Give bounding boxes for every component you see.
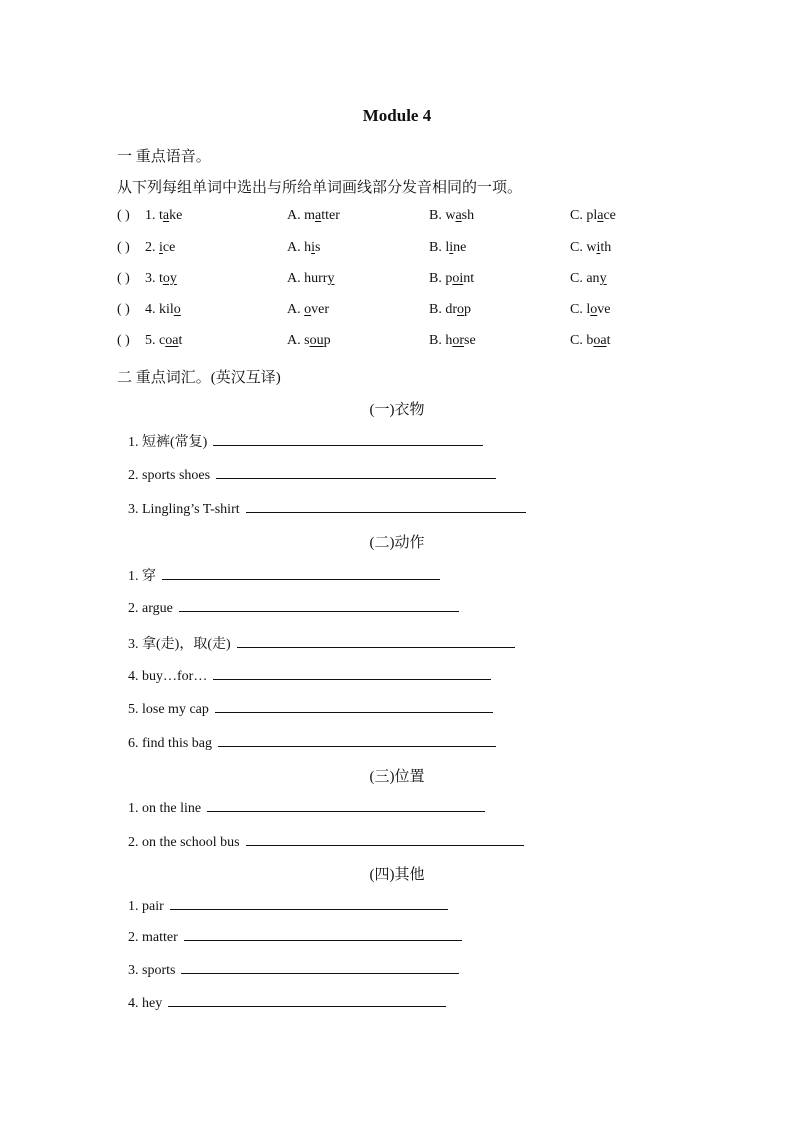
- vocab-prompt: 4. buy…for…: [128, 669, 208, 684]
- option-a-underlined: a: [315, 208, 322, 223]
- question-number: 2.: [145, 240, 159, 255]
- option-c-start: C. l: [570, 302, 591, 317]
- vocab-prompt: 4. hey: [128, 996, 163, 1011]
- answer-blank[interactable]: ( ): [117, 208, 130, 223]
- option-c[interactable]: [570, 208, 616, 224]
- answer-blank[interactable]: ( ): [117, 302, 130, 317]
- answer-line[interactable]: [207, 799, 485, 812]
- option-a-start: A. h: [287, 240, 312, 255]
- option-b[interactable]: [429, 208, 474, 224]
- option-b-start: B. p: [429, 271, 453, 286]
- option-c-underlined: o: [590, 302, 598, 317]
- option-c[interactable]: [570, 333, 610, 349]
- question-row: [117, 271, 677, 291]
- vocab-group-title: (四)其他: [369, 867, 425, 883]
- option-c-start: C. w: [570, 240, 597, 255]
- page-title: Module 4: [362, 106, 432, 125]
- option-c-underlined: y: [599, 271, 607, 286]
- section-1-heading: 一 重点语音。: [117, 149, 211, 165]
- option-b[interactable]: [429, 302, 471, 318]
- vocab-item: [128, 667, 491, 685]
- option-a-end: ver: [311, 302, 330, 317]
- question-word-start: c: [159, 333, 166, 348]
- option-a-start: A.: [287, 302, 305, 317]
- vocab-item: [128, 994, 446, 1012]
- vocab-item: [128, 565, 440, 585]
- vocab-prompt: 3. Lingling’s T-shirt: [128, 502, 240, 517]
- answer-line[interactable]: [181, 961, 459, 974]
- question-word: [145, 333, 182, 349]
- vocab-group-title: (三)位置: [369, 769, 425, 785]
- answer-line[interactable]: [179, 599, 459, 612]
- vocab-prompt: 5. lose my cap: [128, 702, 209, 717]
- option-c-start: C. an: [570, 271, 600, 286]
- answer-line[interactable]: [237, 635, 515, 648]
- answer-line[interactable]: [168, 994, 446, 1007]
- vocab-prompt: 2. sports shoes: [128, 468, 211, 483]
- vocab-item: [128, 833, 524, 851]
- vocab-item: [128, 928, 462, 946]
- vocab-prompt: 1. 穿: [128, 569, 156, 584]
- vocab-prompt: 2. matter: [128, 930, 178, 945]
- option-a-start: A. m: [287, 208, 315, 223]
- vocab-item: [128, 700, 493, 718]
- vocab-prompt: 3. sports: [128, 963, 176, 978]
- answer-line[interactable]: [218, 734, 496, 747]
- question-number: 3.: [145, 271, 159, 286]
- question-word: [145, 271, 177, 287]
- question-word-underlined: i: [159, 240, 163, 255]
- answer-blank[interactable]: ( ): [117, 271, 130, 286]
- vocab-group-title: (二)动作: [369, 535, 425, 551]
- vocab-item: [128, 961, 459, 979]
- option-a[interactable]: [287, 333, 331, 349]
- answer-line[interactable]: [213, 433, 483, 446]
- option-b-end: ne: [453, 240, 467, 255]
- question-word-underlined: oa: [165, 333, 179, 348]
- vocab-item: [128, 633, 515, 653]
- option-b-underlined: o: [457, 302, 464, 317]
- question-row: [117, 302, 677, 322]
- answer-line[interactable]: [162, 567, 440, 580]
- question-number: 5.: [145, 333, 159, 348]
- vocab-group-title: (一)衣物: [369, 402, 425, 418]
- vocab-item: [128, 734, 496, 752]
- option-b[interactable]: [429, 333, 476, 349]
- option-b-start: B. l: [429, 240, 450, 255]
- vocab-item: [128, 799, 485, 817]
- option-b-underlined: i: [449, 240, 454, 255]
- option-a-underlined: ou: [309, 333, 324, 348]
- option-b-underlined: oi: [452, 271, 464, 286]
- vocab-item: [128, 897, 448, 915]
- question-word-end: ce: [162, 240, 176, 255]
- vocab-prompt: 1. pair: [128, 899, 164, 914]
- option-b-end: nt: [463, 271, 475, 286]
- vocab-prompt: 1. 短裤(常复): [128, 435, 208, 450]
- question-row: [117, 240, 677, 260]
- option-b-end: sh: [461, 208, 475, 223]
- question-number: 1.: [145, 208, 159, 223]
- vocab-prompt: 1. on the line: [128, 801, 202, 816]
- option-c-start: C. pl: [570, 208, 598, 223]
- option-a[interactable]: [287, 240, 320, 256]
- question-number: 4.: [145, 302, 159, 317]
- option-c-underlined: oa: [593, 333, 607, 348]
- option-b-start: B. h: [429, 333, 453, 348]
- vocab-prompt: 3. 拿(走)，取(走): [128, 637, 231, 652]
- question-word-underlined: oy: [162, 271, 177, 286]
- question-row: [117, 333, 677, 353]
- question-word-start: kil: [159, 302, 174, 317]
- question-row: [117, 208, 677, 228]
- option-c-underlined: i: [596, 240, 601, 255]
- vocab-prompt: 2. on the school bus: [128, 835, 240, 850]
- option-c[interactable]: [570, 302, 610, 318]
- option-b-end: se: [464, 333, 476, 348]
- vocab-item: [128, 500, 526, 518]
- answer-line[interactable]: [216, 466, 496, 479]
- option-a[interactable]: [287, 208, 340, 224]
- option-b[interactable]: [429, 240, 466, 256]
- option-b-start: B. w: [429, 208, 456, 223]
- answer-line[interactable]: [246, 833, 524, 846]
- answer-line[interactable]: [184, 928, 462, 941]
- question-word: [145, 302, 181, 318]
- option-b[interactable]: [429, 271, 474, 287]
- option-a-underlined: o: [304, 302, 312, 317]
- option-c-end: th: [600, 240, 612, 255]
- option-a-end: tter: [321, 208, 340, 223]
- vocab-item: [128, 431, 483, 451]
- question-word-end: ke: [169, 208, 183, 223]
- option-c-end: ve: [597, 302, 611, 317]
- option-c[interactable]: [570, 240, 611, 256]
- option-c-start: C. b: [570, 333, 594, 348]
- option-c-underlined: a: [597, 208, 604, 223]
- option-a-start: A. s: [287, 333, 310, 348]
- section-1-instruction: 从下列每组单词中选出与所给单词画线部分发音相同的一项。: [117, 180, 523, 196]
- question-word: [145, 208, 182, 224]
- vocab-item: [128, 599, 459, 617]
- section-2-heading: 二 重点词汇。(英汉互译): [117, 370, 281, 386]
- answer-blank[interactable]: ( ): [117, 333, 130, 348]
- option-a[interactable]: [287, 302, 329, 318]
- answer-line[interactable]: [213, 667, 491, 680]
- option-c[interactable]: [570, 271, 607, 287]
- question-word-start: t: [159, 271, 163, 286]
- vocab-prompt: 2. argue: [128, 601, 173, 616]
- question-word-end: t: [178, 333, 183, 348]
- answer-line[interactable]: [246, 500, 526, 513]
- vocab-item: [128, 466, 496, 484]
- option-c-end: t: [606, 333, 611, 348]
- option-a-end: p: [323, 333, 331, 348]
- answer-line[interactable]: [170, 897, 448, 910]
- option-a-underlined: y: [327, 271, 335, 286]
- option-a-end: s: [315, 240, 321, 255]
- question-word-underlined: a: [162, 208, 170, 223]
- option-b-end: p: [464, 302, 471, 317]
- option-b-underlined: a: [455, 208, 462, 223]
- option-a[interactable]: [287, 271, 334, 287]
- question-word-start: t: [159, 208, 163, 223]
- answer-line[interactable]: [215, 700, 493, 713]
- question-word: [145, 240, 175, 256]
- option-a-underlined: i: [311, 240, 316, 255]
- option-c-end: ce: [603, 208, 616, 223]
- option-a-start: A. hurr: [287, 271, 328, 286]
- question-word-underlined: o: [173, 302, 181, 317]
- answer-blank[interactable]: ( ): [117, 240, 130, 255]
- option-b-underlined: or: [452, 333, 465, 348]
- option-b-start: B. dr: [429, 302, 457, 317]
- vocab-prompt: 6. find this bag: [128, 736, 212, 751]
